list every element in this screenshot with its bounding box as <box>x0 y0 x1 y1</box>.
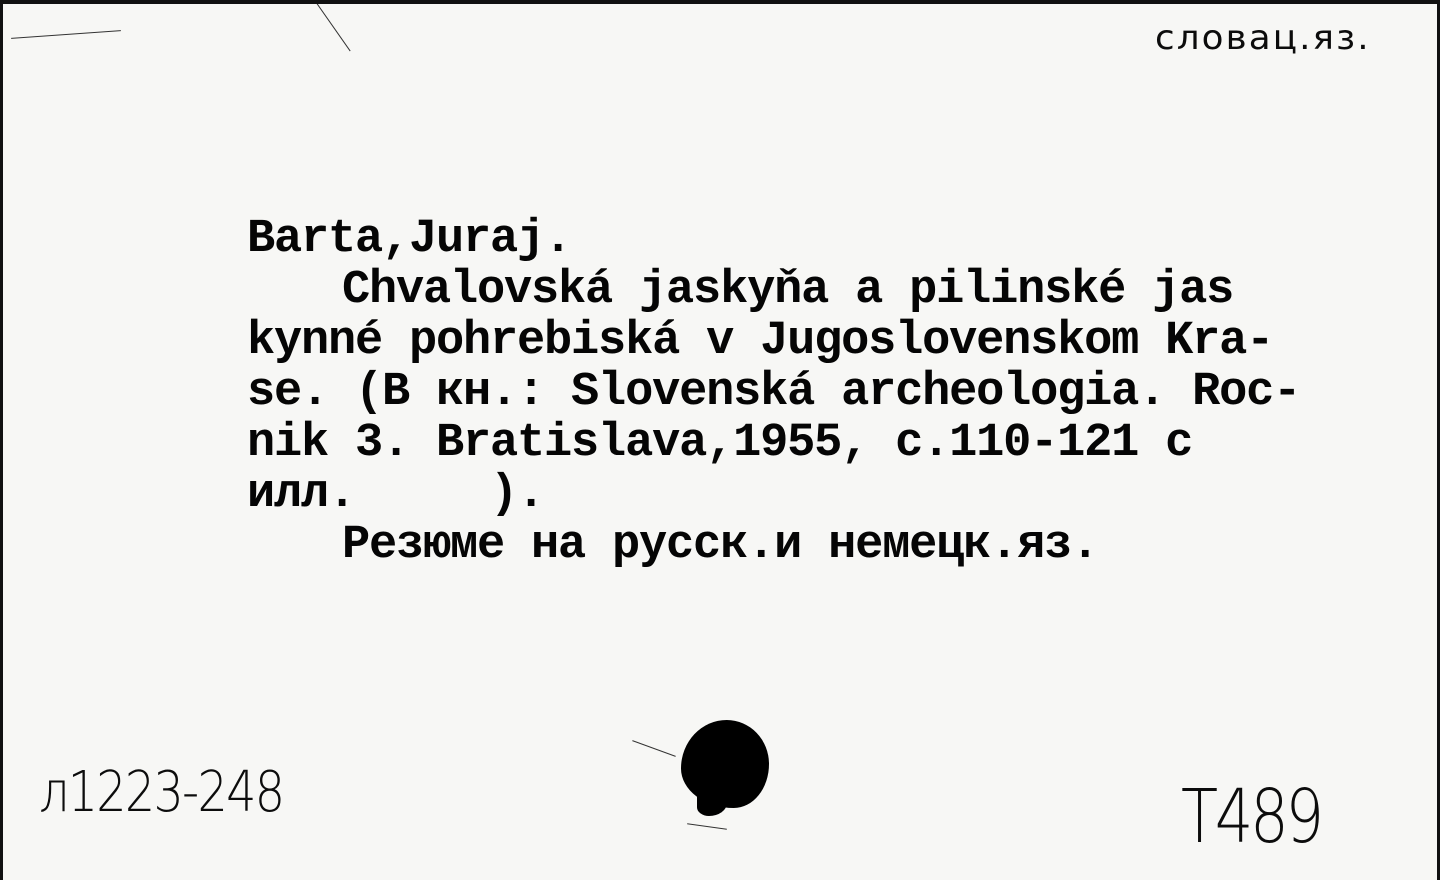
scan-mark <box>315 2 350 52</box>
illustrations-line: илл. ). <box>247 468 545 521</box>
accession-number: л1223-248 <box>39 760 284 825</box>
summary-note: Резюме на русск.и немецк.яз. <box>342 519 1099 572</box>
title-line-1: Chvalovská jaskyňa a pilinské jas <box>342 264 1234 317</box>
ink-stain-tail <box>697 794 727 816</box>
title-line-3: se. (В кн.: Slovenská archeologia. Roc- <box>247 366 1301 419</box>
scan-mark <box>687 823 727 830</box>
shelf-mark: Т489 <box>1181 774 1321 860</box>
bibliographic-entry <box>247 214 1427 571</box>
scan-mark <box>632 740 676 757</box>
author-line: Barta,Juraj. <box>247 213 572 266</box>
language-note: словац.яз. <box>1155 18 1371 58</box>
title-line-2: kynné pohrebiská v Jugoslovenskom Kra- <box>247 315 1274 368</box>
scan-mark <box>11 30 121 39</box>
source-line: nik 3. Bratislava,1955, c.110-121 с <box>247 417 1193 470</box>
